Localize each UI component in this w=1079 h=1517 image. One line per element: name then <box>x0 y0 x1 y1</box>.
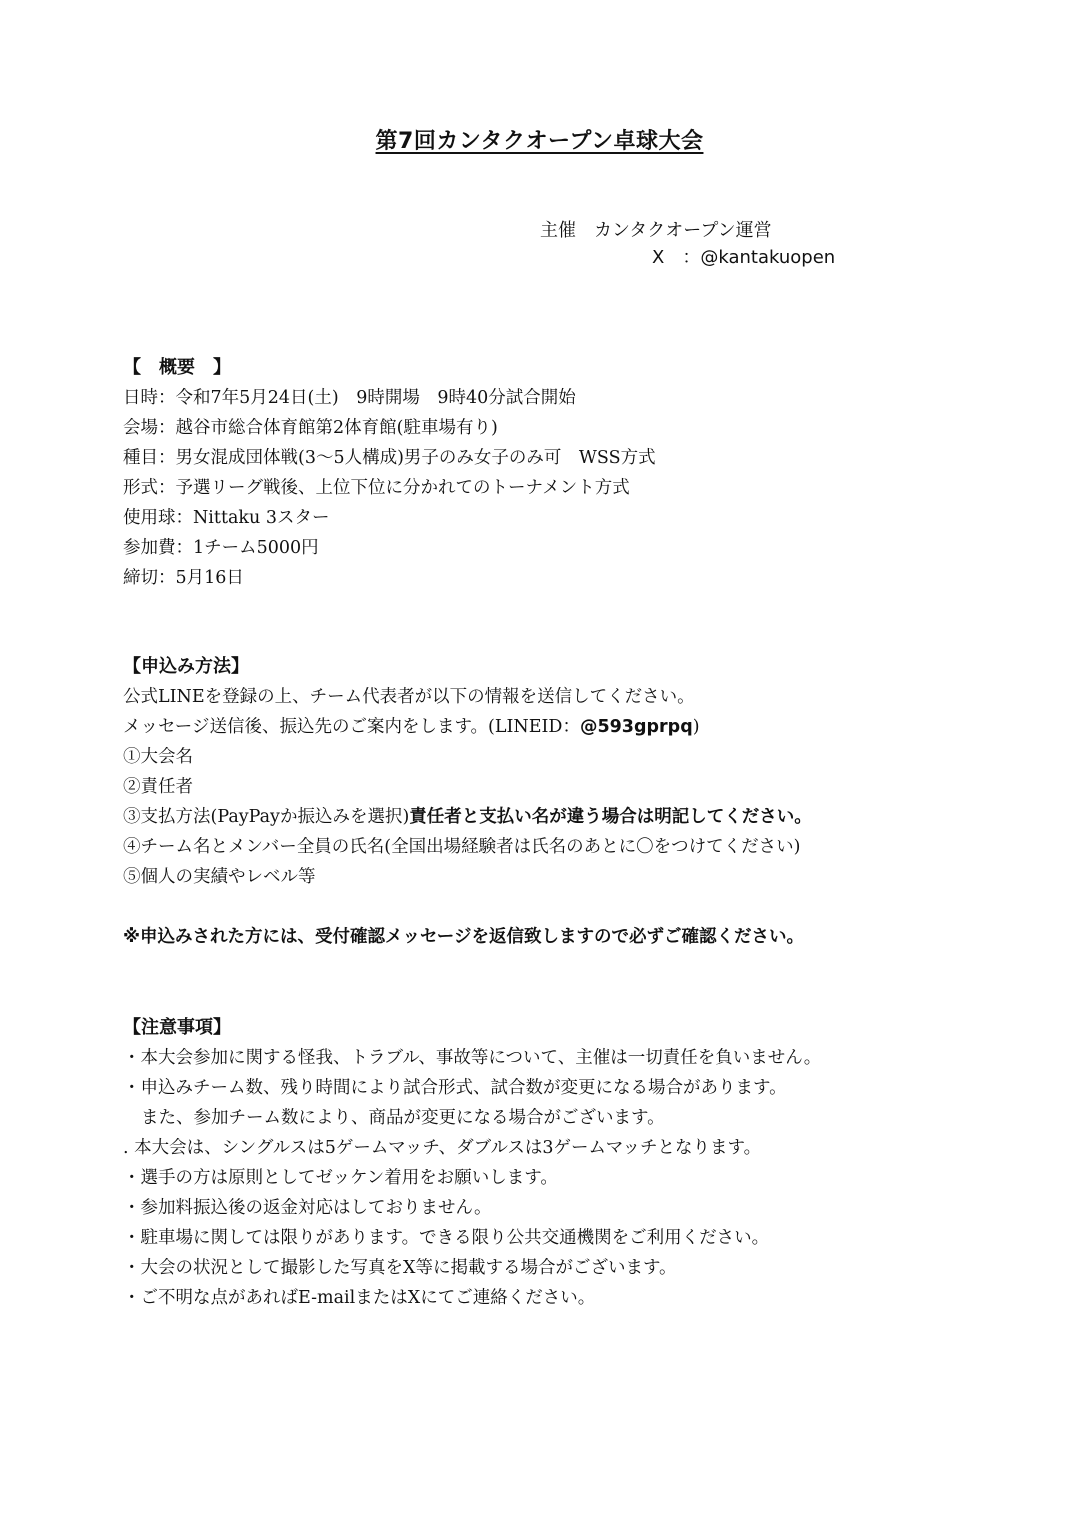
x-account-line <box>652 243 835 269</box>
application-line-note <box>123 712 1023 742</box>
document-title <box>0 124 1079 155</box>
notes-heading: 【注意事項】 <box>123 1017 231 1038</box>
note-item: . 本大会は、シングルスは5ゲームマッチ、ダブルスは3ゲームマッチとなります。 <box>123 1138 762 1158</box>
confirmation-note: ※申込みされた方には、受付確認メッセージを返信致しますので必ずご確認ください。 <box>123 927 804 947</box>
note-item: また、参加チーム数により、商品が変更になる場合がございます。 <box>141 1108 665 1128</box>
item-3-text: ③支払方法(PayPayか振込みを選択) <box>123 807 410 827</box>
line-note-suffix: ) <box>692 717 700 737</box>
line-note-prefix: メッセージ送信後、振込先のご案内をします。(LINEID： <box>123 717 580 737</box>
note-item: ・駐車場に関しては限りがあります。できる限り公共交通機関をご利用ください。 <box>123 1228 770 1248</box>
spacer <box>123 892 1023 922</box>
note-item: ・選手の方は原則としてゼッケン着用をお願いします。 <box>123 1168 558 1188</box>
organizer-line <box>540 216 772 242</box>
application-heading: 【申込み方法】 <box>123 656 249 677</box>
application-section <box>123 652 1023 952</box>
overview-fee: 参加費：1チーム5000円 <box>123 538 319 558</box>
overview-venue: 会場：越谷市総合体育館第2体育館(駐車場有り) <box>123 418 498 438</box>
application-intro: 公式LINEを登録の上、チーム代表者が以下の情報を送信してください。 <box>123 687 695 707</box>
overview-ball: 使用球：Nittaku 3スター <box>123 508 330 528</box>
organizer-name: カンタクオープン運営 <box>594 220 772 241</box>
overview-heading: 【 概要 】 <box>123 357 231 378</box>
note-item: ・参加料振込後の返金対応はしておりません。 <box>123 1198 492 1218</box>
application-item-1: ①大会名 <box>123 747 193 767</box>
overview-format: 形式：予選リーグ戦後、上位下位に分かれてのトーナメント方式 <box>123 478 630 498</box>
item-3-bold-text: 責任者と支払い名が違う場合は明記してください。 <box>409 807 812 827</box>
note-item: ・本大会参加に関する怪我、トラブル、事故等について、主催は一切責任を負いません。 <box>123 1048 822 1068</box>
title-text: 第7回カンタクオープン卓球大会 <box>375 129 704 154</box>
line-id: @593gprpq <box>579 717 693 737</box>
organizer-label: 主催 <box>540 220 576 241</box>
note-item: ・申込みチーム数、残り時間により試合形式、試合数が変更になる場合があります。 <box>123 1078 787 1098</box>
notes-section <box>123 1013 1023 1313</box>
overview-deadline: 締切：5月16日 <box>123 568 244 588</box>
application-item-2: ②責任者 <box>123 777 193 797</box>
application-item-3 <box>123 802 1023 832</box>
application-item-5: ⑤個人の実績やレベル等 <box>123 867 316 887</box>
x-label: X <box>652 247 665 268</box>
overview-date: 日時：令和7年5月24日(土) 9時開場 9時40分試合開始 <box>123 388 576 408</box>
application-item-4: ④チーム名とメンバー全員の氏名(全国出場経験者は氏名のあとに〇をつけてください) <box>123 837 801 857</box>
overview-section <box>123 353 1023 593</box>
note-item: ・ご不明な点があればE-mailまたはXにてご連絡ください。 <box>123 1288 596 1308</box>
note-item: ・大会の状況として撮影した写真をX等に掲載する場合がございます。 <box>123 1258 677 1278</box>
x-handle: ：@kantakuopen <box>682 247 836 268</box>
overview-event: 種目：男女混成団体戦(3～5人構成)男子のみ女子のみ可 WSS方式 <box>123 448 656 468</box>
